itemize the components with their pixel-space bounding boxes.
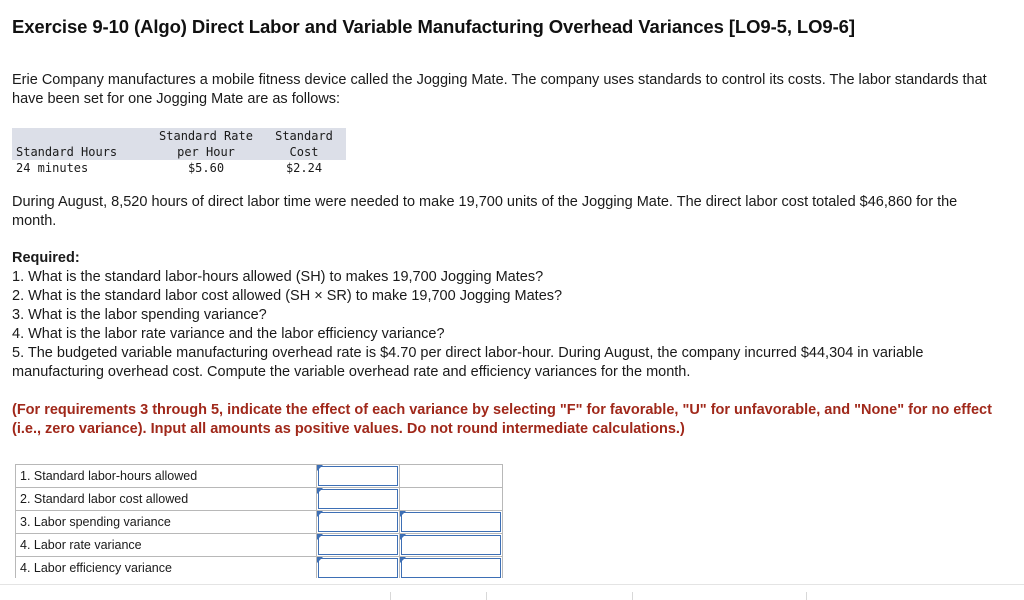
table-row <box>16 557 503 580</box>
dropdown-marker-icon <box>400 534 406 540</box>
page-fold <box>0 578 1024 600</box>
required-item: 5. The budgeted variable manufacturing overhead rate is $4.70 per direct labor-hour. During August, the company incurred $44,304 in variable manufacturing overhead cost. Compute the variable overhead rate and efficiency variances for the month. <box>12 345 924 380</box>
amount-input[interactable] <box>317 488 400 511</box>
august-paragraph: During August, 8,520 hours of direct labor time were needed to make 19,700 units of the Jogging Mate. The direct labor cost totaled $46,860 for the month. <box>12 194 958 229</box>
value-hours: 24 minutes <box>16 161 89 175</box>
amount-input[interactable] <box>317 511 400 534</box>
intro-paragraph: Erie Company manufactures a mobile fitness device called the Jogging Mate. The company uses standards to control its costs. The labor standards that have been set for one Jogging Mate are as follows: <box>12 72 987 107</box>
required-item: 1. What is the standard labor-hours allowed (SH) to makes 19,700 Jogging Mates? <box>12 269 544 285</box>
amount-input[interactable] <box>317 557 400 580</box>
header-rate-line2: per Hour <box>177 145 235 159</box>
effect-select[interactable] <box>400 534 503 557</box>
dropdown-marker-icon <box>400 557 406 563</box>
header-cost-line2: Cost <box>289 145 319 159</box>
effect-select[interactable] <box>400 557 503 580</box>
instruction-note: (For requirements 3 through 5, indicate the effect of each variance by selecting "F" for favorable, "U" for unfavorable, and "None" for no effect (i.e., zero variance). Input all amounts as positive values. Do not round intermediate calculations.) <box>12 402 992 437</box>
divider <box>0 584 1024 585</box>
row-label: 4. Labor efficiency variance <box>16 557 317 580</box>
table-row <box>16 534 503 557</box>
row-label: 2. Standard labor cost allowed <box>16 488 317 511</box>
amount-input[interactable] <box>317 465 400 488</box>
required-section <box>12 249 1012 382</box>
header-hours: Standard Hours <box>16 145 118 159</box>
required-heading: Required: <box>12 250 80 266</box>
required-item: 2. What is the standard labor cost allowed (SH × SR) to make 19,700 Jogging Mates? <box>12 288 563 304</box>
divider <box>632 592 633 600</box>
dropdown-marker-icon <box>317 557 323 563</box>
divider <box>486 592 487 600</box>
header-rate-line1: Standard Rate <box>159 129 253 143</box>
empty-cell <box>400 465 503 488</box>
divider <box>390 592 391 600</box>
value-rate: $5.60 <box>187 161 225 175</box>
dropdown-marker-icon <box>317 465 323 471</box>
table-row <box>16 488 503 511</box>
exercise-title: Exercise 9-10 (Algo) Direct Labor and Variable Manufacturing Overhead Variances [LO9-5, LO9-6] <box>12 16 855 37</box>
table-row <box>16 511 503 534</box>
row-label: 3. Labor spending variance <box>16 511 317 534</box>
effect-select[interactable] <box>400 511 503 534</box>
value-cost: $2.24 <box>285 161 323 175</box>
dropdown-marker-icon <box>317 534 323 540</box>
header-cost-line1: Standard <box>275 129 333 143</box>
dropdown-marker-icon <box>317 488 323 494</box>
answer-table <box>15 464 503 580</box>
amount-input[interactable] <box>317 534 400 557</box>
required-item: 3. What is the labor spending variance? <box>12 307 267 323</box>
row-label: 4. Labor rate variance <box>16 534 317 557</box>
table-row <box>16 465 503 488</box>
empty-cell <box>400 488 503 511</box>
required-item: 4. What is the labor rate variance and the labor efficiency variance? <box>12 326 445 342</box>
divider <box>806 592 807 600</box>
row-label: 1. Standard labor-hours allowed <box>16 465 317 488</box>
dropdown-marker-icon <box>317 511 323 517</box>
dropdown-marker-icon <box>400 511 406 517</box>
